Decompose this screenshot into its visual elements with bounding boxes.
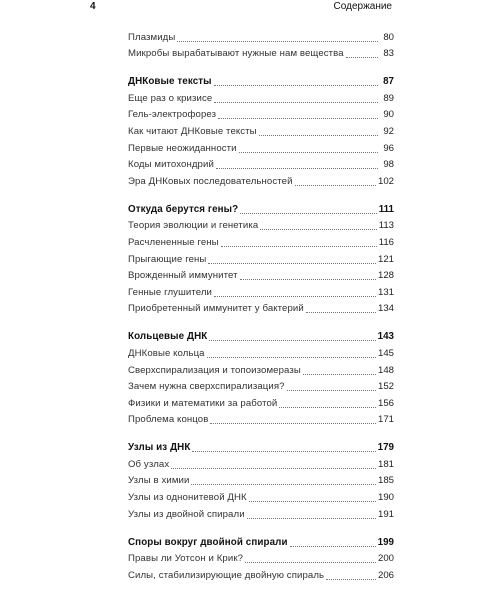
toc-entry-page: 128 — [377, 270, 394, 282]
toc-entry-title: Проблема концов — [108, 414, 208, 428]
toc-entry[interactable] — [108, 268, 394, 285]
dot-leader — [218, 117, 378, 119]
toc-entry-title: Генные глушители — [108, 287, 212, 301]
toc-entry[interactable] — [108, 456, 394, 473]
toc-entry[interactable] — [108, 234, 394, 251]
chapter-page: 143 — [377, 331, 394, 343]
dot-leader — [214, 295, 376, 297]
dot-leader — [207, 356, 376, 358]
toc-chapter-heading[interactable] — [108, 535, 394, 551]
dot-leader — [214, 101, 378, 103]
chapter-page: 87 — [383, 76, 394, 88]
toc-entry-title: Приобретенный иммунитет у бактерий — [108, 303, 304, 317]
toc-entry-title: Еще раз о кризисе — [108, 93, 212, 107]
toc-entry-title: ДНКовые кольца — [108, 348, 205, 362]
toc-entry-page: 134 — [377, 303, 394, 315]
toc-entry-page: 206 — [377, 569, 394, 581]
toc-chapter-6 — [108, 202, 394, 318]
toc-entry-page: 116 — [378, 236, 394, 248]
toc-entry[interactable] — [108, 173, 394, 190]
toc-entry-title: Сверхспирализация и топоизомеразы — [108, 365, 301, 379]
toc-entry[interactable] — [108, 157, 394, 174]
toc-entry-page: 80 — [383, 31, 394, 43]
toc-entry-title: Узлы из двойной спирали — [108, 509, 245, 523]
toc-entry[interactable] — [108, 473, 394, 490]
toc-entry[interactable] — [108, 395, 394, 412]
toc-entry-title: Врожденный иммунитет — [108, 270, 238, 284]
toc-entry[interactable] — [108, 140, 394, 157]
dot-leader — [247, 517, 376, 519]
toc-entry-page: 181 — [377, 458, 394, 470]
dot-leader — [260, 228, 376, 230]
chapter-title: Споры вокруг двойной спирали — [108, 537, 288, 551]
toc-entry-page: 90 — [383, 109, 394, 121]
dot-leader — [346, 56, 378, 58]
toc-entry[interactable] — [108, 301, 394, 318]
dot-leader — [171, 467, 376, 469]
dot-leader — [279, 406, 376, 408]
dot-leader — [303, 373, 376, 375]
dot-leader — [221, 245, 377, 247]
toc-entry[interactable] — [108, 90, 394, 107]
toc-entry[interactable] — [108, 551, 394, 568]
toc-entry-title: Расчлененные гены — [108, 237, 219, 251]
toc-entry-page: 83 — [383, 48, 394, 60]
dot-leader — [306, 311, 376, 313]
toc-entry[interactable] — [108, 412, 394, 429]
toc-continued-entries — [108, 29, 394, 62]
toc-entry-title: Теория эволюции и генетика — [108, 220, 258, 234]
running-head — [90, 0, 392, 16]
toc-entry-title: Прыгающие гены — [108, 254, 206, 268]
toc-entry[interactable] — [108, 107, 394, 124]
toc-entry-title: Правы ли Уотсон и Крик? — [108, 553, 243, 567]
toc-entry-page: 102 — [377, 175, 394, 187]
dot-leader — [208, 262, 376, 264]
toc-chapter-7 — [108, 329, 394, 428]
chapter-page: 111 — [378, 203, 394, 215]
toc-entry[interactable] — [108, 284, 394, 301]
toc-chapter-heading[interactable] — [108, 202, 394, 218]
chapter-title: Кольцевые ДНК — [108, 331, 207, 345]
toc-entry-title: Как читают ДНКовые тексты — [108, 126, 257, 140]
toc-chapter-8 — [108, 440, 394, 522]
toc-entry-title: Узлы из однонитевой ДНК — [108, 492, 247, 506]
dot-leader — [191, 483, 376, 485]
dot-leader — [240, 278, 376, 280]
toc-entry-title: Эра ДНКовых последовательностей — [108, 176, 293, 190]
toc-entry[interactable] — [108, 46, 394, 63]
toc-entry-page: 96 — [383, 142, 394, 154]
toc-entry-page: 89 — [383, 92, 394, 104]
dot-leader — [239, 151, 378, 153]
toc-entry[interactable] — [108, 251, 394, 268]
toc-entry-title: Плазмиды — [108, 32, 175, 46]
toc-entry[interactable] — [108, 123, 394, 140]
toc-chapter-5 — [108, 74, 394, 190]
dot-leader — [290, 545, 376, 547]
toc-entry-title: Об узлах — [108, 459, 169, 473]
toc-entry[interactable] — [108, 29, 394, 46]
dot-leader — [209, 339, 375, 341]
toc-chapter-heading[interactable] — [108, 74, 394, 90]
chapter-title: ДНКовые тексты — [108, 76, 212, 90]
toc-entry-title: Первые неожиданности — [108, 143, 237, 157]
toc-entry-page: 145 — [377, 347, 394, 359]
toc-entry-page: 190 — [377, 492, 394, 504]
page-number: 4 — [90, 1, 96, 12]
toc-entry-title: Силы, стабилизирующие двойную спираль — [108, 570, 324, 584]
toc-entry[interactable] — [108, 489, 394, 506]
toc-entry-page: 98 — [383, 159, 394, 171]
dot-leader — [177, 40, 378, 42]
toc-entry-page: 171 — [377, 414, 394, 426]
dot-leader — [249, 500, 376, 502]
toc-entry-page: 148 — [377, 364, 394, 376]
chapter-title: Откуда берутся гены? — [108, 204, 238, 218]
toc-entry-title: Гель-электрофорез — [108, 109, 216, 123]
toc-chapter-heading[interactable] — [108, 440, 394, 456]
toc-entry-page: 131 — [377, 286, 394, 298]
toc-entry[interactable] — [108, 345, 394, 362]
dot-leader — [210, 422, 376, 424]
dot-leader — [214, 84, 378, 86]
toc-entry-page: 92 — [383, 125, 394, 137]
dot-leader — [259, 134, 378, 136]
chapter-page: 199 — [377, 536, 394, 548]
dot-leader — [216, 167, 378, 169]
toc-entry-title: Физики и математики за работой — [108, 398, 277, 412]
dot-leader — [192, 450, 375, 452]
toc-entry-title: Зачем нужна сверхспирализация? — [108, 381, 285, 395]
toc-entry[interactable] — [108, 379, 394, 396]
toc-chapter-9 — [108, 535, 394, 584]
chapter-page: 179 — [377, 442, 394, 454]
table-of-contents — [108, 29, 394, 596]
toc-entry-page: 113 — [378, 220, 394, 232]
toc-entry-title: Коды митохондрий — [108, 159, 214, 173]
dot-leader — [326, 578, 376, 580]
toc-entry-page: 121 — [377, 253, 394, 265]
dot-leader — [287, 389, 376, 391]
toc-chapter-heading[interactable] — [108, 329, 394, 345]
toc-entry[interactable] — [108, 218, 394, 235]
dot-leader — [245, 561, 376, 563]
dot-leader — [295, 184, 376, 186]
toc-entry[interactable] — [108, 506, 394, 523]
chapter-title: Узлы из ДНК — [108, 442, 190, 456]
toc-entry-title: Микробы вырабатывают нужные нам вещества — [108, 48, 344, 62]
toc-entry-page: 200 — [377, 553, 394, 565]
toc-entry-page: 152 — [377, 381, 394, 393]
toc-entry-title: Узлы в химии — [108, 475, 189, 489]
toc-entry-page: 185 — [377, 475, 394, 487]
toc-entry[interactable] — [108, 362, 394, 379]
toc-entry-page: 191 — [377, 508, 394, 520]
toc-entry[interactable] — [108, 567, 394, 584]
dot-leader — [240, 212, 377, 214]
section-title: Содержание — [333, 1, 392, 12]
toc-entry-page: 156 — [377, 397, 394, 409]
